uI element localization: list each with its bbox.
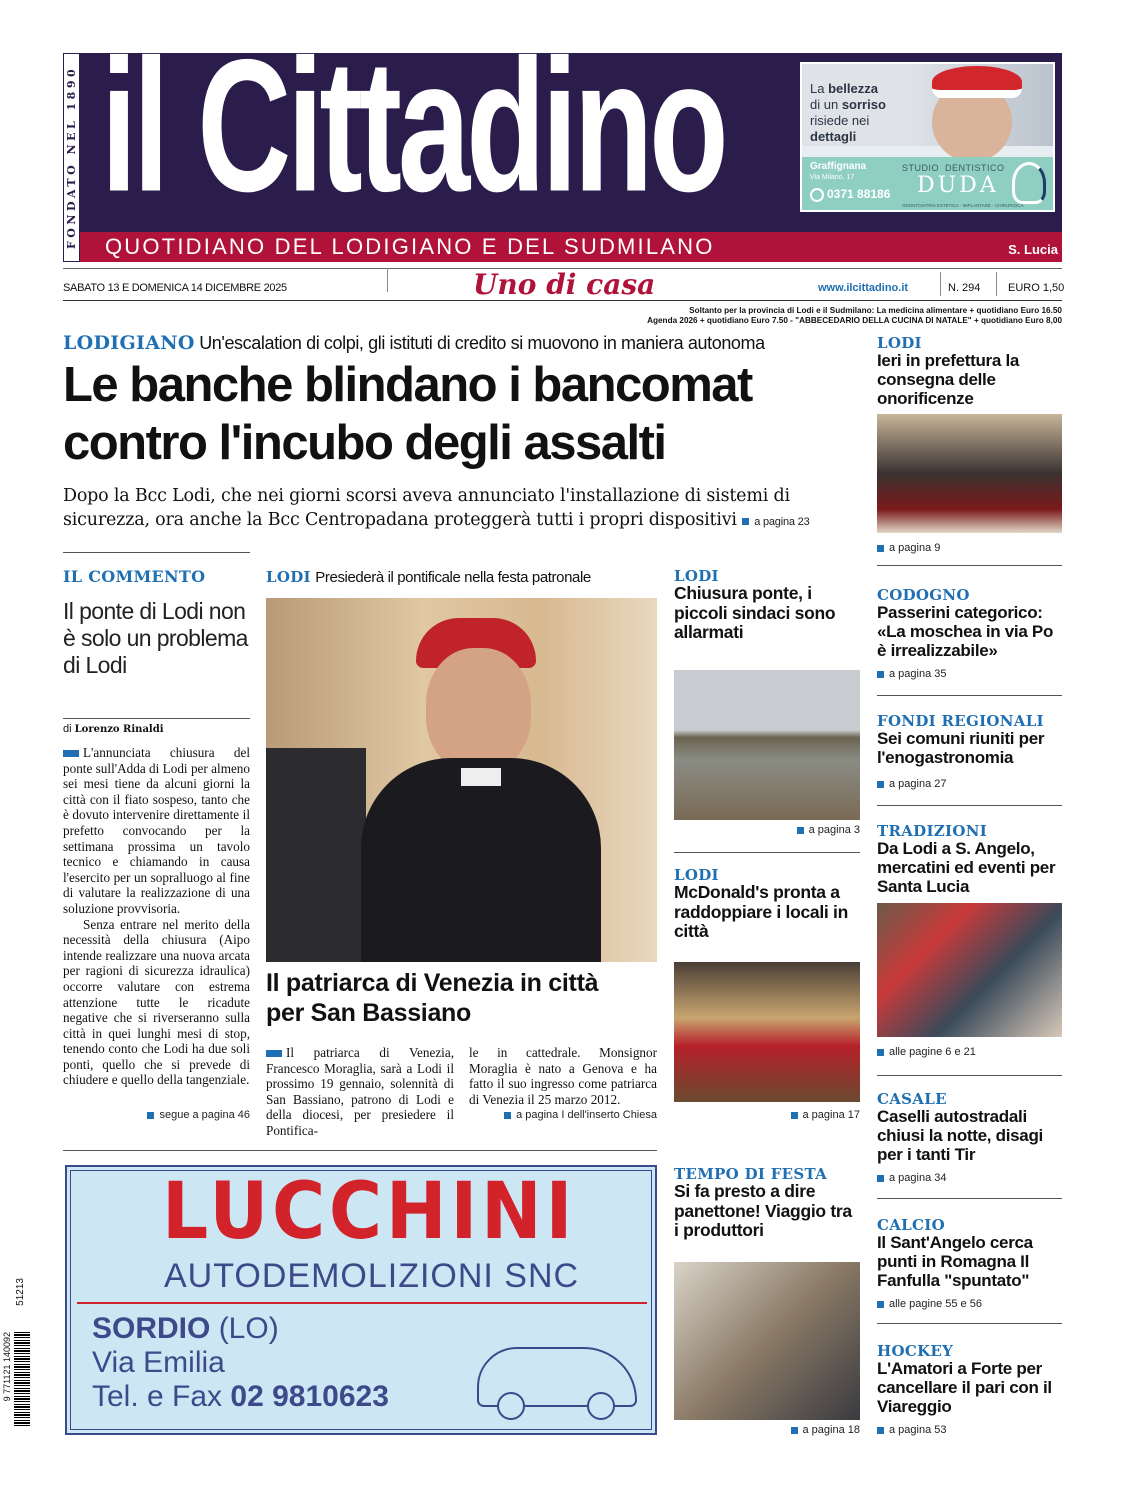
story-headline[interactable]: L'Amatori a Forte per cancellare il pari con il Viareggio	[877, 1359, 1052, 1416]
issue-date: SABATO 13 E DOMENICA 14 DICEMBRE 2025	[63, 282, 287, 294]
page-ref[interactable]: a pagina 53	[877, 1424, 947, 1436]
story-headline[interactable]: Il Sant'Angelo cerca punti in Romagna Il Fanfulla "spuntato"	[877, 1233, 1033, 1290]
story-photo[interactable]	[674, 962, 860, 1102]
phone-icon	[810, 188, 824, 202]
website-link[interactable]: www.ilcittadino.it	[818, 282, 909, 294]
story-kicker: TEMPO DI FESTA	[674, 1165, 828, 1183]
page-ref[interactable]: a pagina I dell'inserto Chiesa	[504, 1109, 657, 1121]
page-ref[interactable]: a pagina 18	[791, 1424, 861, 1436]
issue-number: N. 294	[948, 282, 981, 294]
lead-kicker: LODIGIANO Un'escalation di colpi, gli istituti di credito si muovono in maniera autonoma	[63, 332, 765, 354]
lead-standfirst: Dopo la Bcc Lodi, che nei giorni scorsi aveva annunciato l'installazione di sistemi di sicurezza, ora anche la Bcc Centropadana proteggerà tutti i propri dispositivi a pagina 23	[63, 484, 843, 534]
story-kicker: FONDI REGIONALI	[877, 712, 1044, 730]
story-kicker: LODI	[674, 866, 719, 884]
masthead	[63, 19, 1062, 262]
motto: Uno di casa	[473, 268, 656, 301]
divider	[877, 695, 1062, 696]
divider	[674, 852, 860, 853]
lucchini-ad[interactable]: LUCCHINI AUTODEMOLIZIONI SNC SORDIO (LO) Via Emilia Tel. e Fax 02 9810623	[65, 1165, 657, 1435]
story-kicker: HOCKEY	[877, 1342, 954, 1360]
barcode	[14, 1330, 30, 1426]
story-photo[interactable]	[674, 670, 860, 820]
page-ref[interactable]: a pagina 27	[877, 778, 947, 790]
founded-label: FONDATO NEL 1890	[65, 65, 78, 250]
story-kicker: LODI	[877, 334, 922, 352]
barcode-top-number: 51213	[15, 1278, 26, 1306]
divider	[877, 565, 1062, 566]
divider	[877, 1075, 1062, 1076]
saint-of-day: S. Lucia	[1008, 242, 1058, 257]
story-headline[interactable]: Da Lodi a S. Angelo, mercatini ed eventi per Santa Lucia	[877, 839, 1056, 896]
supplements: Soltanto per la provincia di Lodi e il Sudmilano: La medicina alimentare + quotidiano Euro 16.50 Agenda 2026 + quotidiano Euro 7.50 - "ABBECEDARIO DELLA CUCINA DI NATALE" + quotidiano Euro 8,00	[647, 306, 1062, 325]
comment-kicker: IL COMMENTO	[63, 567, 206, 586]
price: EURO 1,50	[1008, 282, 1065, 294]
story-headline[interactable]: Si fa presto a dire panettone! Viaggio tra i produttori	[674, 1181, 852, 1240]
divider	[877, 1198, 1062, 1199]
lead-headline[interactable]: Le banche blindano i bancomat contro l'incubo degli assalti	[63, 358, 752, 470]
page-ref[interactable]: a pagina 23	[742, 510, 809, 534]
divider	[877, 805, 1062, 806]
story-headline[interactable]: Ieri in prefettura la consegna delle onorificenze	[877, 351, 1020, 408]
page-ref[interactable]: alle pagine 55 e 56	[877, 1298, 982, 1310]
santa-hat-icon	[932, 66, 1022, 98]
story-headline[interactable]: Caselli autostradali chiusi la notte, disagi per i tanti Tir	[877, 1107, 1043, 1164]
patriarch-body-col2: le in cattedrale. Monsignor Moraglia è nato a Genova e ha fatto il suo ingresso come patriarca di Venezia il 25 marzo 2012.	[469, 1045, 657, 1107]
story-kicker: TRADIZIONI	[877, 822, 988, 840]
page-ref[interactable]: segue a pagina 46	[147, 1109, 250, 1121]
page-ref[interactable]: a pagina 9	[877, 542, 940, 554]
story-photo[interactable]	[877, 414, 1062, 533]
story-kicker: CODOGNO	[877, 586, 970, 604]
byline: di Lorenzo Rinaldi	[63, 723, 164, 735]
divider	[877, 1323, 1062, 1324]
patriarch-kicker: LODI Presiederà il pontificale nella festa patronale	[266, 568, 591, 586]
story-photo[interactable]	[877, 903, 1062, 1037]
patriarch-headline[interactable]: Il patriarca di Venezia in città per San Bassiano	[266, 969, 599, 1027]
story-headline[interactable]: McDonald's pronta a raddoppiare i locali in città	[674, 882, 848, 941]
tagline: QUOTIDIANO DEL LODIGIANO E DEL SUDMILANO	[105, 234, 715, 259]
page-ref[interactable]: a pagina 3	[797, 824, 860, 836]
page-ref[interactable]: a pagina 17	[791, 1109, 861, 1121]
comment-title[interactable]: Il ponte di Lodi non è solo un problema di Lodi	[63, 598, 248, 678]
story-headline[interactable]: Passerini categorico: «La moschea in via Po è irrealizzabile»	[877, 603, 1054, 660]
barcode-number: 9 771121 140092	[2, 1332, 12, 1402]
page-ref[interactable]: a pagina 35	[877, 668, 947, 680]
page-ref[interactable]: a pagina 34	[877, 1172, 947, 1184]
logo: il Cittadino	[101, 19, 725, 232]
patriarch-body: Il patriarca di Venezia, Francesco Moraglia, sarà a Lodi il prossimo 19 gennaio, solennità di San Bassiano, patrono di Lodi e della diocesi, per presiedere il Pontifica-	[266, 1045, 454, 1138]
story-headline[interactable]: Chiusura ponte, i piccoli sindaci sono allarmati	[674, 583, 836, 642]
story-photo[interactable]	[674, 1262, 860, 1420]
dentist-ad[interactable]: La bellezza di un sorriso risiede nei dettagli Graffignana Via Milano, 17 0371 88186 STUDIO DENTISTICO DUDA ODONTOIATRIA ESTETICA - IMPLANTARE - CHIRURGICA	[800, 62, 1055, 212]
tooth-icon	[1012, 162, 1046, 204]
story-kicker: CASALE	[877, 1090, 947, 1108]
patriarch-photo[interactable]	[266, 598, 657, 962]
page-ref[interactable]: alle pagine 6 e 21	[877, 1046, 976, 1058]
story-kicker: CALCIO	[877, 1216, 945, 1234]
story-headline[interactable]: Sei comuni riuniti per l'enogastronomia	[877, 729, 1045, 767]
story-kicker: LODI	[674, 567, 719, 585]
comment-body: L'annunciata chiusura del ponte sull'Adda di Lodi per almeno sei mesi tiene da alcuni giorni la città con il fiato sospeso, tanto che è dovuto intervenire direttamente il prefetto convocando per la settimana prossima un tavolo tecnico e chiamando in causa l'esercito per un sopralluogo al fine di valutare la realizzazione di una soluzione provvisoria. Senza entrare nel merito della necessità della chiusura (Aipo intende realizzare una nuova arcata per ragioni di sicurezza idraulica) occorre valutare con estrema attenzione tutte le ricadute negative che si riverseranno sulla città in quei lunghi mesi di stop, tenendo conto che Lodi ha due soli ponti, quello che si prevede di chiudere e quello della tangenziale.	[63, 745, 250, 1088]
